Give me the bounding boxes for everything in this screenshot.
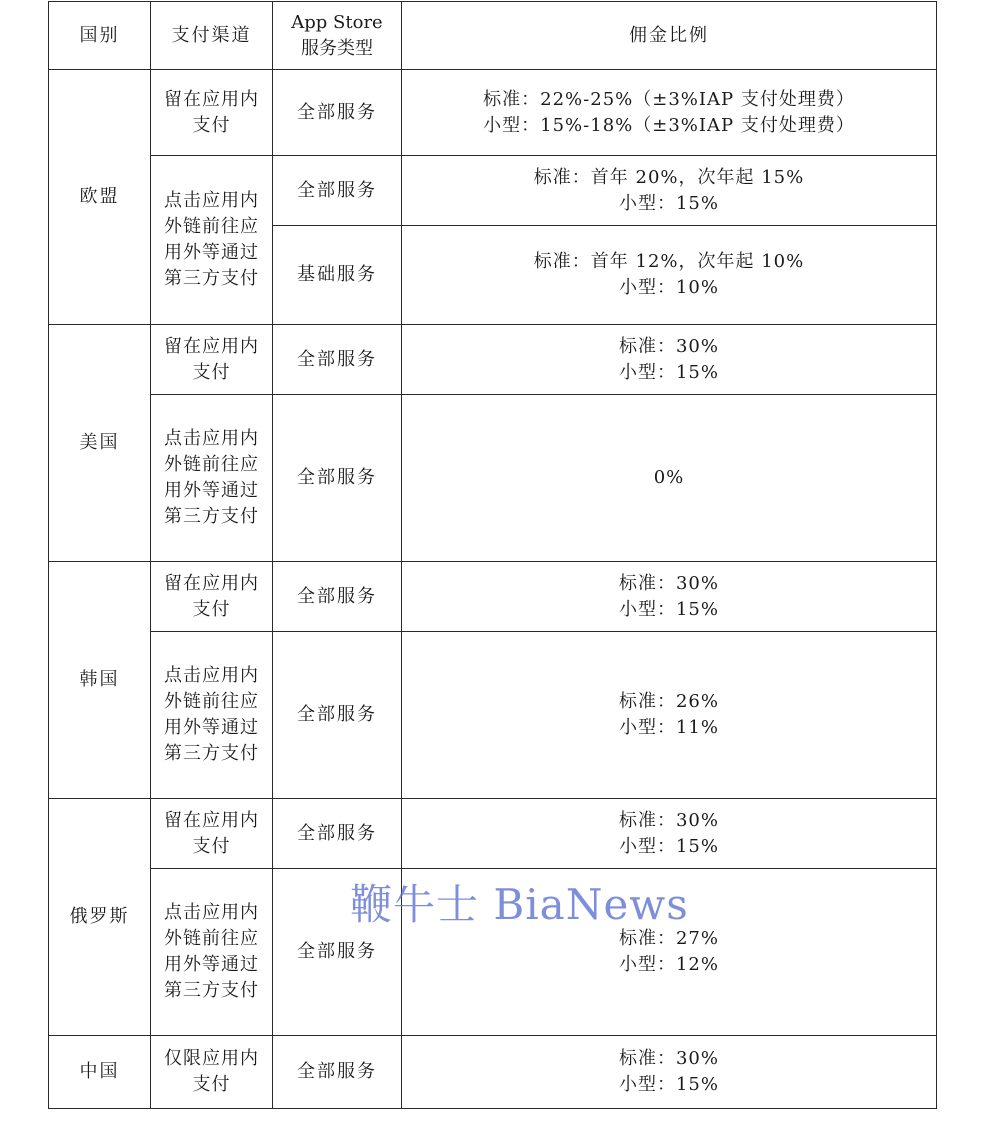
rate-cell: 标准：26% 小型：11% [402, 632, 937, 799]
rate-cell: 0% [402, 395, 937, 562]
channel-cell: 点击应用内 外链前往应 用外等通过 第三方支付 [151, 632, 273, 799]
service-cell: 全部服务 [273, 799, 402, 869]
channel-cell: 留在应用内 支付 [151, 799, 273, 869]
channel-cell: 点击应用内 外链前往应 用外等通过 第三方支付 [151, 395, 273, 562]
rate-cell: 标准：27% 小型：12% [402, 869, 937, 1036]
service-cell: 全部服务 [273, 1036, 402, 1109]
country-cell: 韩国 [49, 562, 151, 799]
country-cell: 欧盟 [49, 70, 151, 325]
header-country: 国别 [49, 2, 151, 70]
header-row [49, 2, 937, 70]
header-rate: 佣金比例 [402, 2, 937, 70]
rate-cell: 标准：30% 小型：15% [402, 325, 937, 395]
service-cell: 全部服务 [273, 869, 402, 1036]
table-row [49, 1036, 937, 1109]
table-row [49, 156, 937, 226]
channel-cell: 仅限应用内 支付 [151, 1036, 273, 1109]
watermark: 鞭牛士 BiaNews [350, 880, 689, 929]
service-cell: 全部服务 [273, 156, 402, 226]
table-row [49, 70, 937, 156]
table-row [49, 395, 937, 562]
service-cell: 全部服务 [273, 70, 402, 156]
rate-cell: 标准：30% 小型：15% [402, 562, 937, 632]
table-row [49, 562, 937, 632]
country-cell: 中国 [49, 1036, 151, 1109]
rate-cell: 标准：首年 12%，次年起 10% 小型：10% [402, 226, 937, 325]
channel-cell: 留在应用内 支付 [151, 562, 273, 632]
header-channel: 支付渠道 [151, 2, 273, 70]
service-cell: 全部服务 [273, 632, 402, 799]
channel-cell: 留在应用内 支付 [151, 70, 273, 156]
service-cell: 基础服务 [273, 226, 402, 325]
commission-table [48, 1, 937, 1109]
channel-cell: 留在应用内 支付 [151, 325, 273, 395]
header-service: App Store 服务类型 [273, 2, 402, 70]
rate-cell: 标准：30% 小型：15% [402, 1036, 937, 1109]
service-cell: 全部服务 [273, 325, 402, 395]
country-cell: 俄罗斯 [49, 799, 151, 1036]
service-cell: 全部服务 [273, 562, 402, 632]
channel-cell: 点击应用内 外链前往应 用外等通过 第三方支付 [151, 156, 273, 325]
channel-cell: 点击应用内 外链前往应 用外等通过 第三方支付 [151, 869, 273, 1036]
country-cell: 美国 [49, 325, 151, 562]
rate-cell: 标准：首年 20%，次年起 15% 小型：15% [402, 156, 937, 226]
service-cell: 全部服务 [273, 395, 402, 562]
rate-cell: 标准：22%-25%（±3%IAP 支付处理费） 小型：15%-18%（±3%IAP 支付处理费） [402, 70, 937, 156]
rate-cell: 标准：30% 小型：15% [402, 799, 937, 869]
table-row [49, 799, 937, 869]
table-row [49, 325, 937, 395]
table-row [49, 632, 937, 799]
